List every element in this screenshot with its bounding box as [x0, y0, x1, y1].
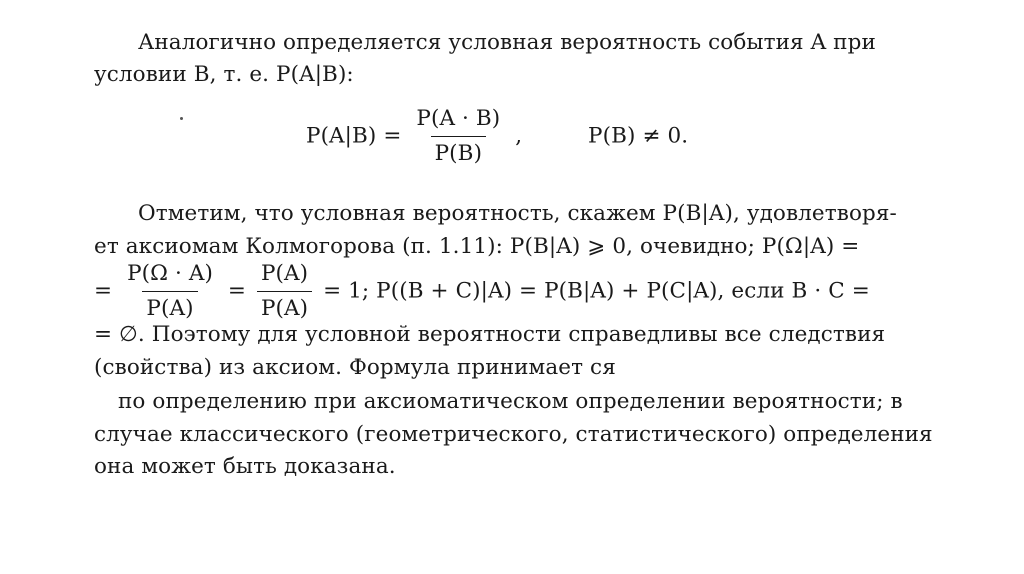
formula-comma: , — [515, 123, 523, 149]
paragraph-2-line-2: ет аксиомам Колмогорова (п. 1.11): P(B|A) ⩾ 0, очевидно; P(Ω|A) = — [94, 234, 860, 259]
formula2-denominator-2: P(A) — [257, 291, 312, 324]
paragraph-3-line-1: по определению при аксиоматическом определении вероятности; в — [118, 389, 903, 414]
formula-fraction — [412, 104, 504, 169]
formula-condition: P(B) ≠ 0. — [588, 123, 689, 149]
paragraph-3-line-2: случае классического (геометрического, статистического) определения — [94, 422, 933, 447]
formula-conditional-probability — [306, 104, 688, 169]
paragraph-1-line-2: условии B, т. е. P(A|B): — [94, 62, 354, 87]
paragraph-2-line-1: Отметим, что условная вероятность, скажем P(B|A), удовлетворя- — [138, 201, 897, 226]
formula-kolmogorov-line — [94, 259, 870, 324]
stray-dot — [180, 117, 183, 120]
paragraph-3-line-3: она может быть доказана. — [94, 454, 396, 479]
formula2-rest: = 1; P((B + C)|A) = P(B|A) + P(C|A), если B · C = — [323, 278, 870, 304]
paragraph-2-line-5: (свойства) из аксиом. Формула принимает ся — [94, 355, 616, 380]
formula-lhs: P(A|B) = — [306, 123, 402, 149]
formula2-fraction-1 — [123, 259, 217, 324]
formula-numerator: P(A · B) — [416, 106, 501, 131]
formula2-eq1: = — [94, 278, 113, 304]
formula2-fraction-2 — [257, 259, 312, 324]
formula-denominator: P(B) — [431, 136, 486, 169]
formula2-eq2: = — [227, 278, 247, 304]
paragraph-1-line-1: Аналогично определяется условная вероятность события A при — [138, 30, 876, 55]
formula2-numerator-2: P(A) — [260, 261, 309, 286]
paragraph-2-line-4: = ∅. Поэтому для условной вероятности справедливы все следствия — [94, 322, 886, 347]
formula2-denominator-1: P(A) — [142, 291, 197, 324]
formula2-numerator-1: P(Ω · A) — [127, 261, 213, 286]
